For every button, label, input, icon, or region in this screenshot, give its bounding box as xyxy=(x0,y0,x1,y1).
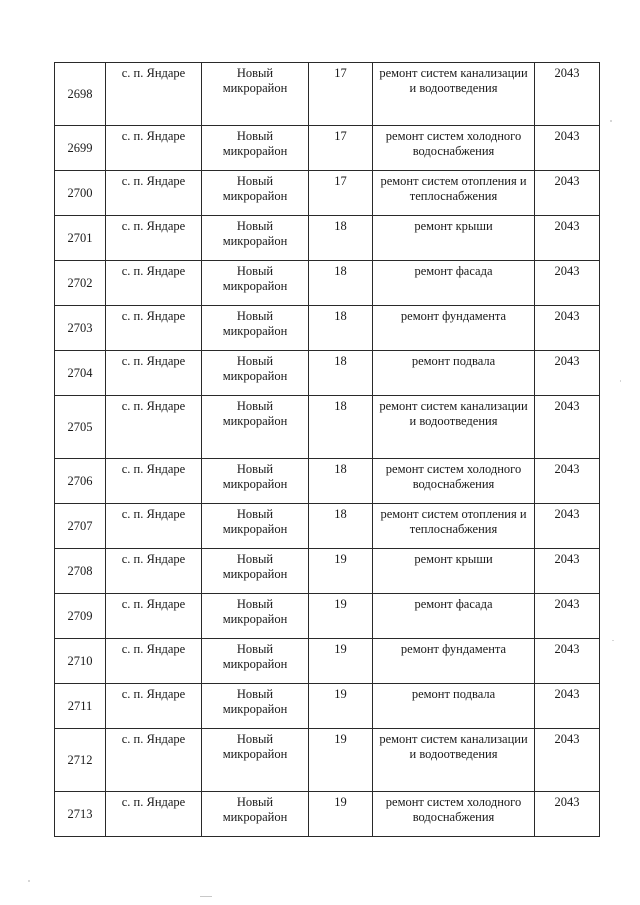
work-type-cell: ремонт подвала xyxy=(373,684,535,729)
table-row xyxy=(55,63,600,126)
table-row xyxy=(55,126,600,171)
house-number-cell: 19 xyxy=(309,729,373,792)
row-number: 2704 xyxy=(55,351,106,396)
house-number-cell: 17 xyxy=(309,63,373,126)
table-row xyxy=(55,504,600,549)
work-type-cell: ремонт систем канализации и водоотведения xyxy=(373,396,535,459)
row-number: 2710 xyxy=(55,639,106,684)
row-number: 2705 xyxy=(55,396,106,459)
row-number: 2699 xyxy=(55,126,106,171)
locality-cell: с. п. Яндаре xyxy=(106,684,202,729)
street-cell: Новый микрорайон xyxy=(202,594,309,639)
locality-cell: с. п. Яндаре xyxy=(106,261,202,306)
row-number: 2698 xyxy=(55,63,106,126)
year-cell: 2043 xyxy=(535,261,600,306)
row-number: 2706 xyxy=(55,459,106,504)
locality-cell: с. п. Яндаре xyxy=(106,216,202,261)
work-type-cell: ремонт фасада xyxy=(373,261,535,306)
year-cell: 2043 xyxy=(535,684,600,729)
row-number: 2709 xyxy=(55,594,106,639)
scan-speck xyxy=(620,380,621,382)
work-type-cell: ремонт систем отопления и теплоснабжения xyxy=(373,171,535,216)
work-type-cell: ремонт фундамента xyxy=(373,639,535,684)
table-row xyxy=(55,396,600,459)
row-number: 2712 xyxy=(55,729,106,792)
street-cell: Новый микрорайон xyxy=(202,171,309,216)
row-number: 2700 xyxy=(55,171,106,216)
table-row xyxy=(55,549,600,594)
scan-speck xyxy=(28,880,30,882)
year-cell: 2043 xyxy=(535,306,600,351)
street-cell: Новый микрорайон xyxy=(202,549,309,594)
locality-cell: с. п. Яндаре xyxy=(106,351,202,396)
street-cell: Новый микрорайон xyxy=(202,63,309,126)
house-number-cell: 19 xyxy=(309,684,373,729)
work-type-cell: ремонт подвала xyxy=(373,351,535,396)
house-number-cell: 18 xyxy=(309,306,373,351)
work-type-cell: ремонт систем канализации и водоотведения xyxy=(373,729,535,792)
house-number-cell: 19 xyxy=(309,549,373,594)
table-row xyxy=(55,792,600,837)
row-number: 2707 xyxy=(55,504,106,549)
year-cell: 2043 xyxy=(535,351,600,396)
year-cell: 2043 xyxy=(535,639,600,684)
locality-cell: с. п. Яндаре xyxy=(106,639,202,684)
work-type-cell: ремонт крыши xyxy=(373,216,535,261)
street-cell: Новый микрорайон xyxy=(202,216,309,261)
table-row xyxy=(55,306,600,351)
house-number-cell: 17 xyxy=(309,171,373,216)
year-cell: 2043 xyxy=(535,594,600,639)
house-number-cell: 19 xyxy=(309,792,373,837)
house-number-cell: 18 xyxy=(309,396,373,459)
work-type-cell: ремонт фундамента xyxy=(373,306,535,351)
table-row xyxy=(55,639,600,684)
house-number-cell: 18 xyxy=(309,216,373,261)
year-cell: 2043 xyxy=(535,126,600,171)
work-type-cell: ремонт крыши xyxy=(373,549,535,594)
year-cell: 2043 xyxy=(535,396,600,459)
row-number: 2708 xyxy=(55,549,106,594)
work-type-cell: ремонт систем холодного водоснабжения xyxy=(373,459,535,504)
table-row xyxy=(55,684,600,729)
locality-cell: с. п. Яндаре xyxy=(106,792,202,837)
house-number-cell: 19 xyxy=(309,594,373,639)
year-cell: 2043 xyxy=(535,216,600,261)
year-cell: 2043 xyxy=(535,729,600,792)
street-cell: Новый микрорайон xyxy=(202,396,309,459)
table-row xyxy=(55,594,600,639)
locality-cell: с. п. Яндаре xyxy=(106,594,202,639)
locality-cell: с. п. Яндаре xyxy=(106,306,202,351)
locality-cell: с. п. Яндаре xyxy=(106,729,202,792)
locality-cell: с. п. Яндаре xyxy=(106,171,202,216)
house-number-cell: 18 xyxy=(309,261,373,306)
work-type-cell: ремонт систем холодного водоснабжения xyxy=(373,792,535,837)
year-cell: 2043 xyxy=(535,459,600,504)
street-cell: Новый микрорайон xyxy=(202,459,309,504)
house-number-cell: 18 xyxy=(309,351,373,396)
street-cell: Новый микрорайон xyxy=(202,261,309,306)
street-cell: Новый микрорайон xyxy=(202,126,309,171)
scan-speck xyxy=(200,896,212,897)
street-cell: Новый микрорайон xyxy=(202,792,309,837)
street-cell: Новый микрорайон xyxy=(202,504,309,549)
row-number: 2713 xyxy=(55,792,106,837)
scan-speck xyxy=(612,640,614,641)
street-cell: Новый микрорайон xyxy=(202,306,309,351)
house-number-cell: 18 xyxy=(309,504,373,549)
repair-schedule-table xyxy=(54,62,600,837)
table-row xyxy=(55,351,600,396)
house-number-cell: 17 xyxy=(309,126,373,171)
table-row xyxy=(55,729,600,792)
work-type-cell: ремонт систем холодного водоснабжения xyxy=(373,126,535,171)
street-cell: Новый микрорайон xyxy=(202,684,309,729)
locality-cell: с. п. Яндаре xyxy=(106,504,202,549)
year-cell: 2043 xyxy=(535,504,600,549)
row-number: 2701 xyxy=(55,216,106,261)
row-number: 2702 xyxy=(55,261,106,306)
house-number-cell: 18 xyxy=(309,459,373,504)
locality-cell: с. п. Яндаре xyxy=(106,549,202,594)
year-cell: 2043 xyxy=(535,171,600,216)
row-number: 2703 xyxy=(55,306,106,351)
scan-speck xyxy=(610,120,612,122)
year-cell: 2043 xyxy=(535,549,600,594)
year-cell: 2043 xyxy=(535,792,600,837)
row-number: 2711 xyxy=(55,684,106,729)
street-cell: Новый микрорайон xyxy=(202,351,309,396)
year-cell: 2043 xyxy=(535,63,600,126)
work-type-cell: ремонт систем канализации и водоотведения xyxy=(373,63,535,126)
table-row xyxy=(55,216,600,261)
table-row xyxy=(55,171,600,216)
table-row xyxy=(55,459,600,504)
locality-cell: с. п. Яндаре xyxy=(106,459,202,504)
table-row xyxy=(55,261,600,306)
street-cell: Новый микрорайон xyxy=(202,639,309,684)
locality-cell: с. п. Яндаре xyxy=(106,126,202,171)
house-number-cell: 19 xyxy=(309,639,373,684)
locality-cell: с. п. Яндаре xyxy=(106,396,202,459)
locality-cell: с. п. Яндаре xyxy=(106,63,202,126)
work-type-cell: ремонт систем отопления и теплоснабжения xyxy=(373,504,535,549)
work-type-cell: ремонт фасада xyxy=(373,594,535,639)
street-cell: Новый микрорайон xyxy=(202,729,309,792)
